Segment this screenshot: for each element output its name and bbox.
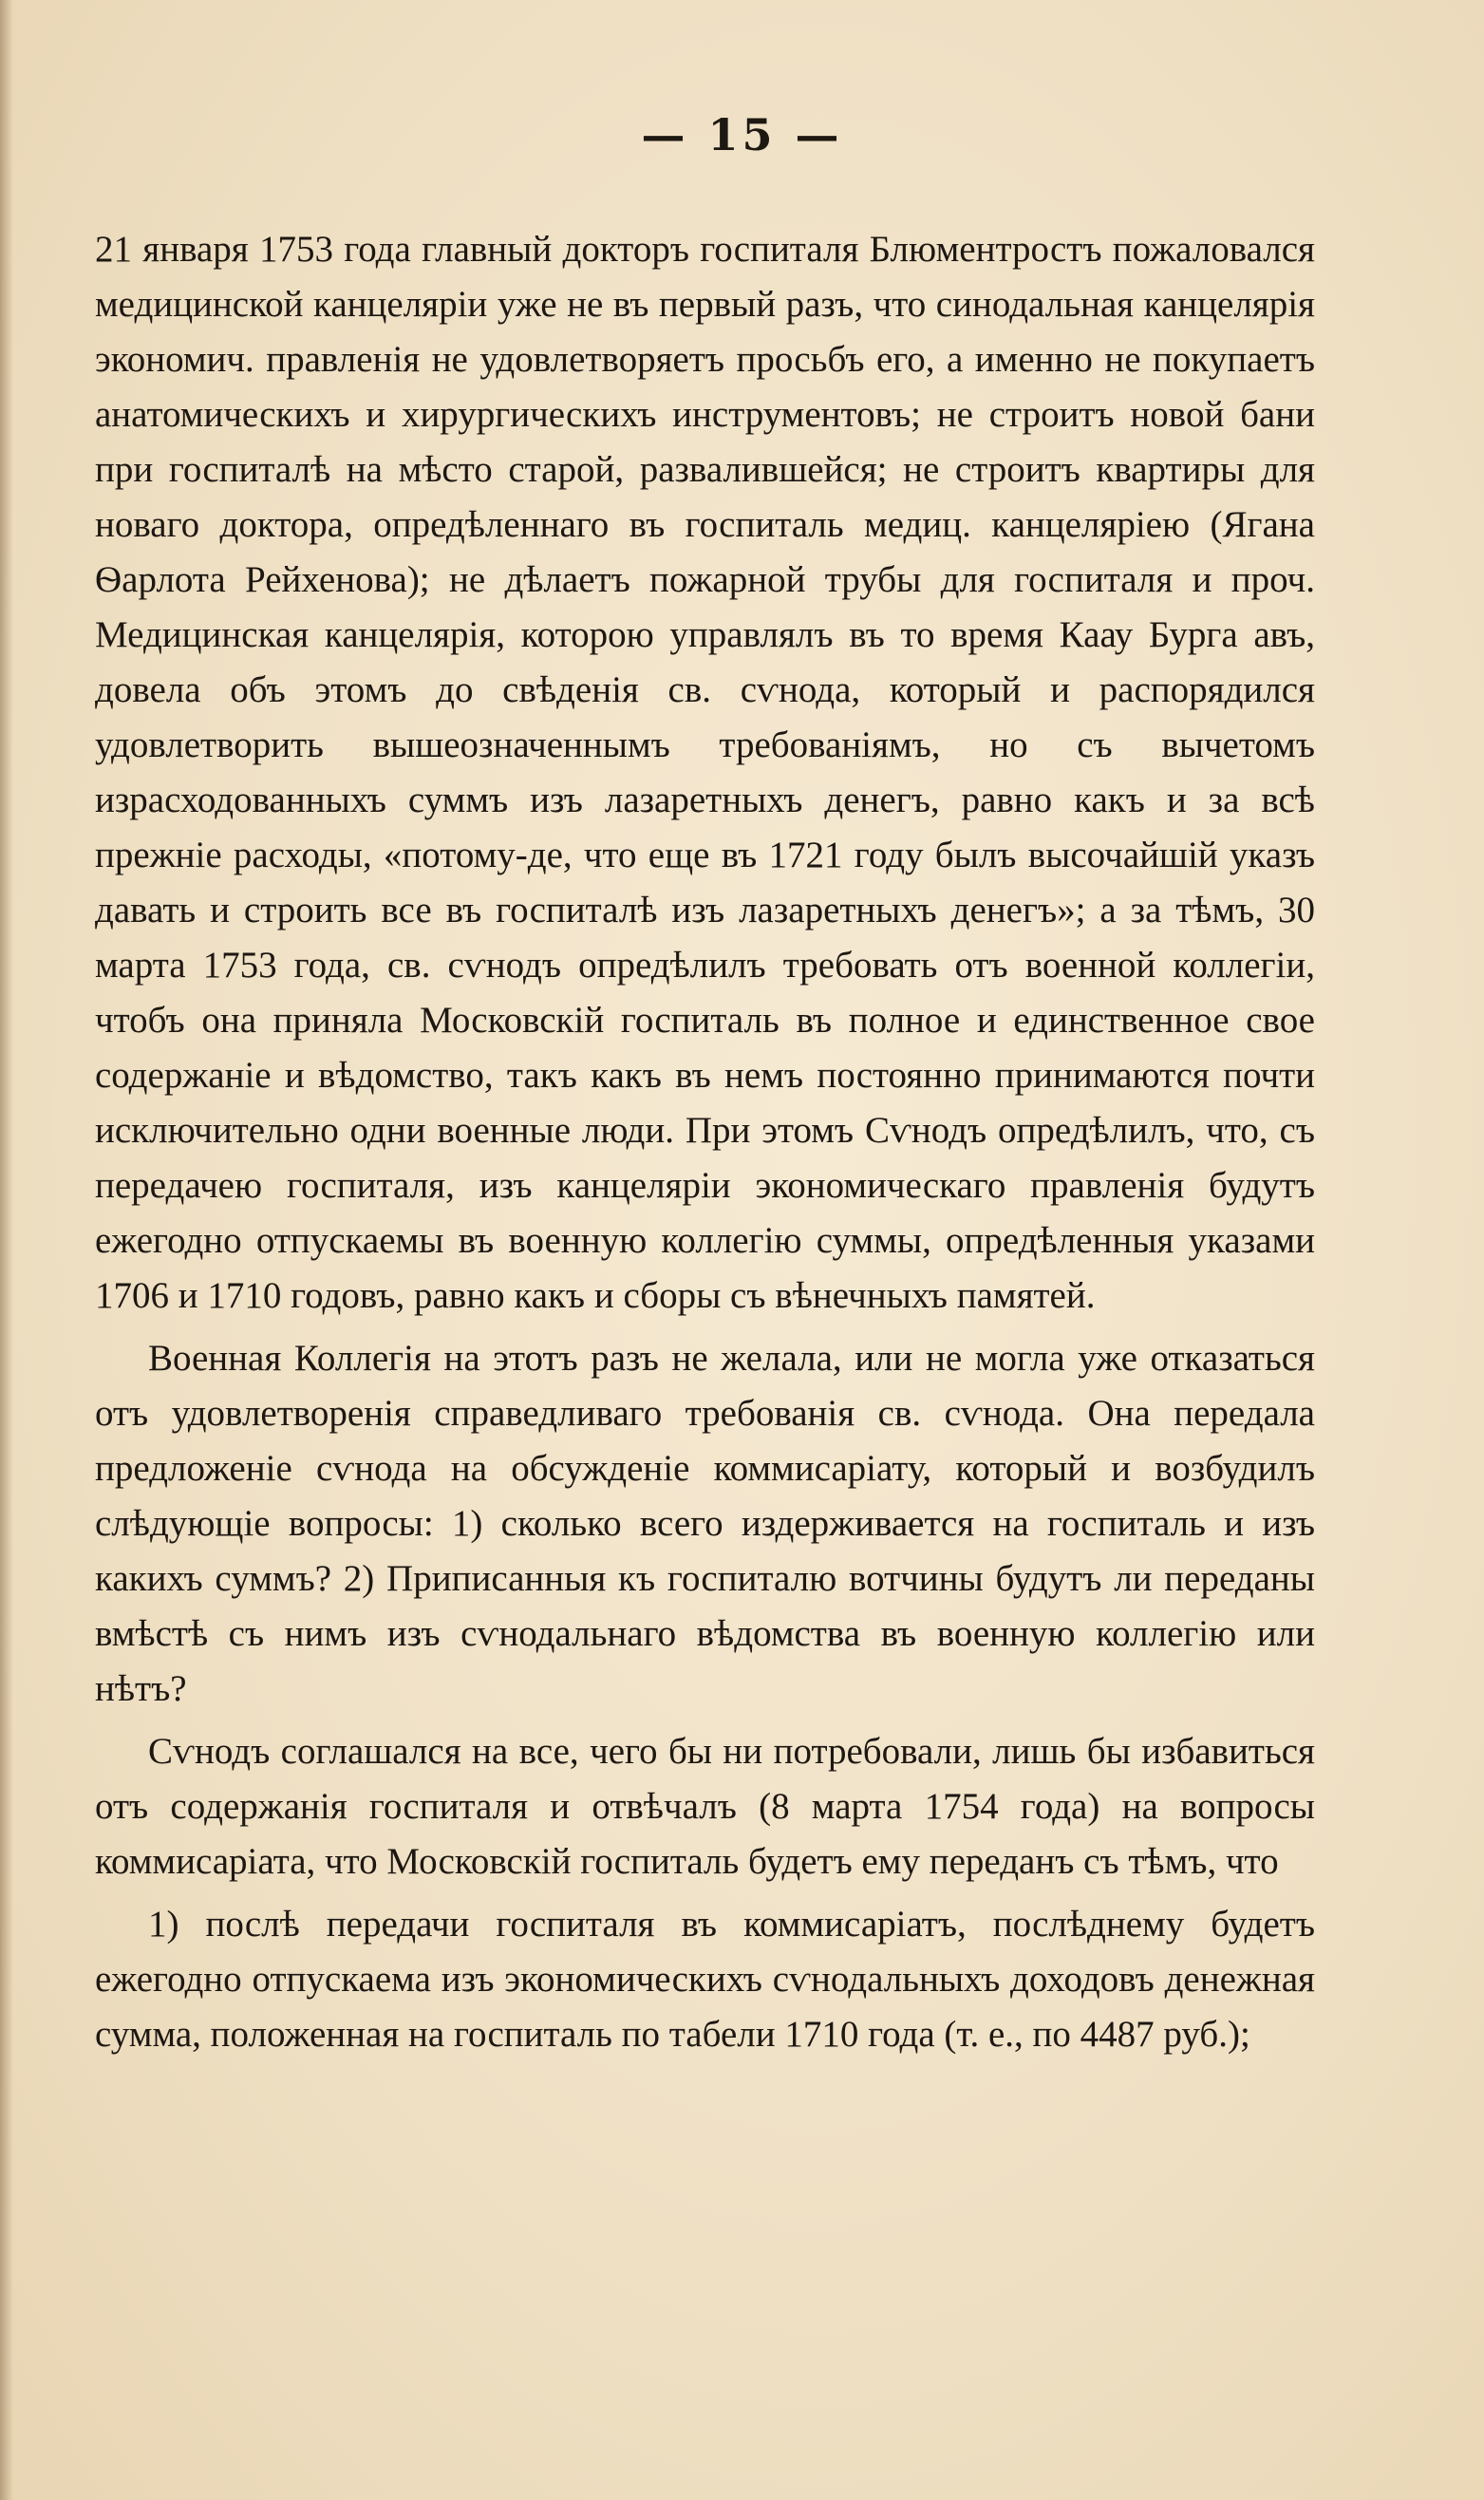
paragraph-1: 21 января 1753 года главный докторъ госпиталя Блюментростъ пожаловался медицинской канцеляріи уже не въ первый разъ, что синодальная канцелярія экономич. правленія не удовлетворяетъ просьбъ его, а именно не покупаетъ анатомическихъ и хирургическихъ инструментовъ; не строитъ новой бани при госпиталѣ на мѣсто старой, развалившейся; не строитъ квартиры для новаго доктора, опредѣленнаго въ госпиталь медиц. канцеляріею (Ягана Ѳарлота Рейхенова); не дѣлаетъ пожарной трубы для госпиталя и проч. Медицинская канцелярія, которою управлялъ въ то время Каау Бурга авъ, довела объ этомъ до свѣденія св. сѵнода, который и распорядился удовлетворить вышеозначеннымъ требованіямъ, но съ вычетомъ израсходованныхъ суммъ изъ лазаретныхъ денегъ, равно какъ и за всѣ прежніе расходы, «потому-де, что еще въ 1721 году былъ высочайшій указъ давать и строить все въ госпиталѣ изъ лазаретныхъ денегъ»; а за тѣмъ, 30 марта 1753 года, св. сѵнодъ опредѣлилъ требовать отъ военной коллегіи, чтобъ она приняла Московскій госпиталь въ полное и единственное свое содержаніе и вѣдомство, такъ какъ въ немъ постоянно принимаются почти исключительно одни военные люди. При этомъ Сѵнодъ опредѣлилъ, что, съ передачею госпиталя, изъ канцеляріи экономическаго правленія будутъ ежегодно отпускаемы въ военную коллегію суммы, опредѣленныя указами 1706 и 1710 годовъ, равно какъ и сборы съ вѣнечныхъ памятей.: [95, 229, 1315, 1316]
paragraph-4: 1) послѣ передачи госпиталя въ коммисаріатъ, послѣднему будетъ ежегодно отпускаема изъ экономическихъ сѵнодальныхъ доходовъ денежная сумма, положенная на госпиталь по табели 1710 года (т. е., по 4487 руб.);: [95, 1904, 1315, 2055]
paragraph-2: Военная Коллегія на этотъ разъ не желала, или не могла уже отказаться отъ удовлетворенія справедливаго требованія св. сѵнода. Она передала предложеніе сѵнода на обсужденіе коммисаріату, который и возбудилъ слѣдующіе вопросы: 1) сколько всего издерживается на госпиталь и изъ какихъ суммъ? 2) Приписанныя къ госпиталю вотчины будутъ ли переданы вмѣстѣ съ нимъ изъ сѵнодальнаго вѣдомства въ военную коллегію или нѣтъ?: [95, 1338, 1315, 1709]
body-text: [95, 222, 1315, 2070]
page-number: — 15 —: [641, 109, 843, 160]
page-left-edge-shadow: [0, 0, 13, 2500]
paragraph-3: Сѵнодъ соглашался на все, чего бы ни потребовали, лишь бы избавиться отъ содержанія госпиталя и отвѣчалъ (8 марта 1754 года) на вопросы коммисаріата, что Московскій госпиталь будетъ ему переданъ съ тѣмъ, что: [95, 1731, 1315, 1882]
